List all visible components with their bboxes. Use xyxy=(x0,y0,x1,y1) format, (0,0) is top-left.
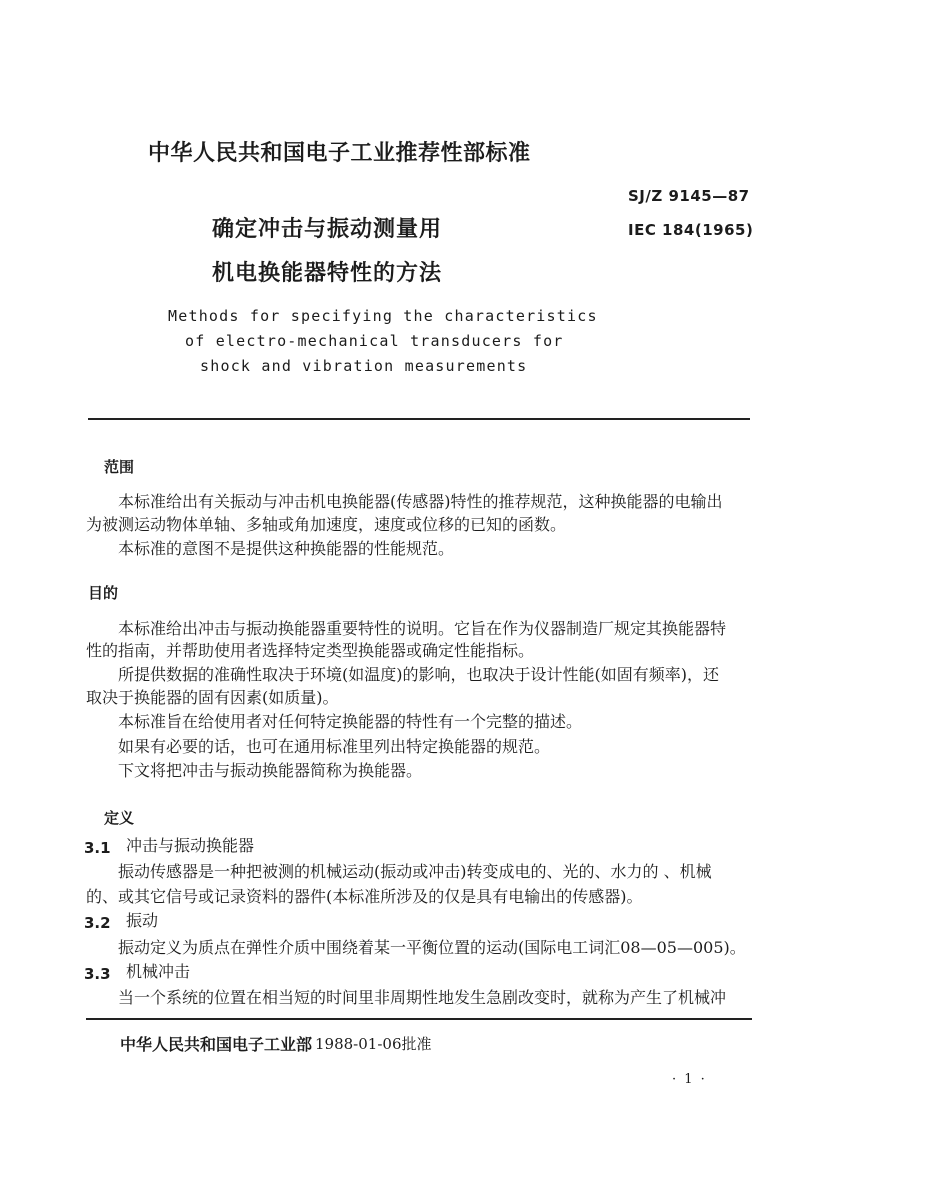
purpose-paragraph-3: 本标准旨在给使用者对任何特定换能器的特性有一个完整的描述。 xyxy=(118,712,583,731)
clause-number-3-2: 3.2 xyxy=(84,914,111,932)
section-heading-scope: 范围 xyxy=(104,458,135,476)
clause-number-3-3: 3.3 xyxy=(84,965,111,983)
header-divider xyxy=(88,418,750,420)
clause-title-3-2: 振动 xyxy=(126,911,159,930)
purpose-paragraph-2-line-1: 所提供数据的准确性取决于环境(如温度)的影响，也取决于设计性能(如固有频率)，还 xyxy=(118,665,719,684)
purpose-paragraph-2-line-2: 取决于换能器的固有因素(如质量)。 xyxy=(86,688,339,707)
scope-paragraph-1-line-1: 本标准给出有关振动与冲击机电换能器(传感器)特性的推荐规范，这种换能器的电输出 xyxy=(118,492,723,511)
scope-paragraph-2: 本标准的意图不是提供这种换能器的性能规范。 xyxy=(118,539,455,558)
english-title-line-3: shock and vibration measurements xyxy=(200,357,528,375)
clause-title-3-1: 冲击与振动换能器 xyxy=(126,836,255,855)
purpose-paragraph-1-line-2: 性的指南，并帮助使用者选择特定类型换能器或确定性能指标。 xyxy=(86,641,535,660)
purpose-paragraph-4: 如果有必要的话，也可在通用标准里列出特定换能器的规范。 xyxy=(118,737,551,756)
standard-code: SJ/Z 9145—87 xyxy=(628,187,750,205)
section-heading-purpose: 目的 xyxy=(88,584,119,602)
footer-ministry: 中华人民共和国电子工业部 xyxy=(120,1035,313,1054)
clause-title-3-3: 机械冲击 xyxy=(126,962,191,981)
clause-3-2-line-1: 振动定义为质点在弹性介质中围绕着某一平衡位置的运动(国际电工词汇08—05—005)。 xyxy=(118,938,746,957)
page-number: · 1 · xyxy=(672,1072,707,1087)
english-title-line-1: Methods for specifying the characteristics xyxy=(168,307,598,325)
iec-reference: IEC 184(1965) xyxy=(628,221,754,239)
clause-3-3-line-1: 当一个系统的位置在相当短的时间里非周期性地发生急剧改变时，就称为产生了机械冲 xyxy=(118,988,727,1007)
chinese-title-line-1: 确定冲击与振动测量用 xyxy=(212,217,443,242)
purpose-paragraph-1-line-1: 本标准给出冲击与振动换能器重要特性的说明。它旨在作为仪器制造厂规定其换能器特 xyxy=(118,619,727,638)
scope-paragraph-1-line-2: 为被测运动物体单轴、多轴或角加速度，速度或位移的已知的函数。 xyxy=(86,515,567,534)
purpose-paragraph-5: 下文将把冲击与振动换能器简称为换能器。 xyxy=(118,761,423,780)
section-heading-definitions: 定义 xyxy=(104,809,135,827)
ministry-header: 中华人民共和国电子工业推荐性部标准 xyxy=(148,141,531,166)
english-title-line-2: of electro-mechanical transducers for xyxy=(185,332,564,350)
chinese-title-line-2: 机电换能器特性的方法 xyxy=(212,261,443,286)
clause-number-3-1: 3.1 xyxy=(84,839,111,857)
clause-3-1-line-1: 振动传感器是一种把被测的机械运动(振动或冲击)转变成电的、光的、水力的 、机械 xyxy=(118,862,712,881)
footer-approval-date: 1988-01-06批准 xyxy=(315,1035,432,1053)
clause-3-1-line-2: 的、或其它信号或记录资料的器件(本标准所涉及的仅是具有电输出的传感器)。 xyxy=(86,887,643,906)
footer-divider xyxy=(86,1018,752,1020)
